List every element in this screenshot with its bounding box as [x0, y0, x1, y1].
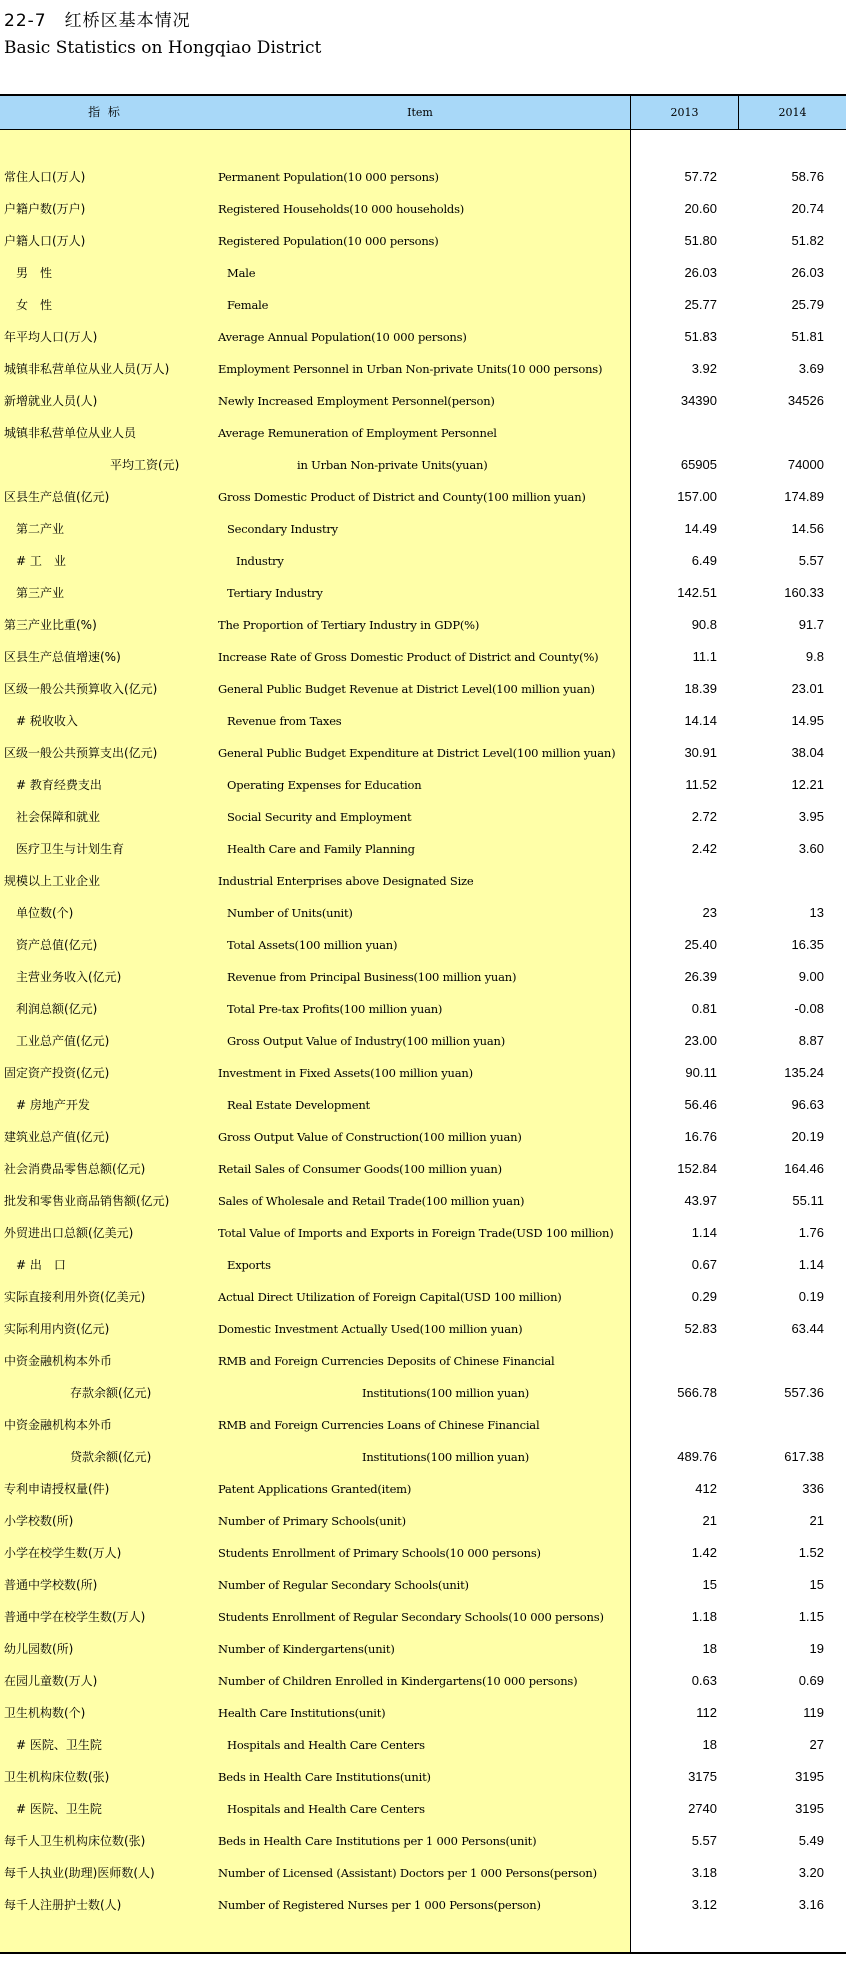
row-label-en: Female [227, 298, 269, 312]
table-row [0, 581, 846, 613]
row-label-cn: # 工 业 [16, 554, 66, 568]
value-2013: 21 [702, 1513, 717, 1528]
row-label-cn: 幼儿园数(所) [4, 1642, 74, 1656]
row-label-cn: 年平均人口(万人) [4, 330, 98, 344]
table-row [0, 677, 846, 709]
value-2014: 135.24 [784, 1065, 824, 1080]
table-row [0, 1189, 846, 1221]
page-title-en: Basic Statistics on Hongqiao District [4, 38, 322, 58]
value-2013: 2.72 [691, 809, 717, 824]
value-2013: 26.03 [684, 265, 717, 280]
row-label-en: Gross Output Value of Industry(100 million yuan) [227, 1034, 506, 1048]
value-2013: 11.1 [692, 649, 717, 664]
value-2013: 51.80 [684, 233, 717, 248]
row-label-cn: # 医院、卫生院 [16, 1738, 102, 1752]
value-2014: 3.69 [798, 361, 824, 376]
row-label-cn: 小学校数(所) [4, 1514, 74, 1528]
row-label-en: General Public Budget Revenue at District Level(100 million yuan) [218, 682, 595, 696]
row-label-en: RMB and Foreign Currencies Deposits of Chinese Financial [218, 1354, 555, 1368]
value-2014: 9.00 [798, 969, 824, 984]
value-2014: 3.16 [798, 1897, 824, 1912]
value-2013: 0.63 [691, 1673, 717, 1688]
row-label-cn: 每千人注册护士数(人) [4, 1898, 122, 1912]
value-2013: 15 [702, 1577, 717, 1592]
table-row [0, 1669, 846, 1701]
value-2014: 0.69 [798, 1673, 824, 1688]
value-2014: 96.63 [791, 1097, 824, 1112]
row-label-cn: 卫生机构床位数(张) [4, 1770, 110, 1784]
row-label-en: Number of Licensed (Assistant) Doctors per 1 000 Persons(person) [218, 1866, 597, 1880]
row-label-en: Number of Primary Schools(unit) [218, 1514, 406, 1528]
value-2013: 52.83 [684, 1321, 717, 1336]
row-label-en: General Public Budget Expenditure at District Level(100 million yuan) [218, 746, 616, 760]
row-label-cn: 普通中学校数(所) [4, 1578, 98, 1592]
table-row [0, 549, 846, 581]
table-row [0, 741, 846, 773]
value-2014: 1.14 [798, 1257, 824, 1272]
row-label-en: Hospitals and Health Care Centers [227, 1738, 425, 1752]
value-2013: 18 [702, 1737, 717, 1752]
row-label-en: Total Value of Imports and Exports in Foreign Trade(USD 100 million) [218, 1226, 614, 1240]
value-2014: 23.01 [791, 681, 824, 696]
row-label-en: Increase Rate of Gross Domestic Product of District and County(%) [218, 650, 599, 664]
row-label-cn: # 税收收入 [16, 714, 78, 728]
value-2013: 18.39 [684, 681, 717, 696]
value-2014: 19 [809, 1641, 824, 1656]
value-2014: 9.8 [805, 649, 824, 664]
value-2014: 8.87 [798, 1033, 824, 1048]
row-label-en: Employment Personnel in Urban Non-private Units(10 000 persons) [218, 362, 603, 376]
table-row [0, 709, 846, 741]
row-label-en: Permanent Population(10 000 persons) [218, 170, 439, 184]
value-2013: 18 [702, 1641, 717, 1656]
table-row [0, 1509, 846, 1541]
value-2014: 14.56 [791, 521, 824, 536]
value-2014: 617.38 [784, 1449, 824, 1464]
header-indicator: 指 标 [88, 105, 122, 119]
row-label-cn: 贷款余额(亿元) [70, 1450, 152, 1464]
value-2013: 112 [696, 1705, 717, 1720]
table-row [0, 1253, 846, 1285]
row-label-cn: 医疗卫生与计划生育 [16, 842, 125, 856]
row-label-en: Number of Registered Nurses per 1 000 Persons(person) [218, 1898, 541, 1912]
row-label-en: Number of Regular Secondary Schools(unit) [218, 1578, 469, 1592]
value-2013: 142.51 [677, 585, 717, 600]
value-2014: 3195 [795, 1801, 824, 1816]
value-2013: 152.84 [677, 1161, 717, 1176]
row-label-en: Registered Households(10 000 households) [218, 202, 465, 216]
row-label-cn: 区县生产总值增速(%) [4, 650, 121, 664]
row-label-cn: # 房地产开发 [16, 1098, 90, 1112]
row-label-cn: 建筑业总产值(亿元) [4, 1130, 110, 1144]
table-row [0, 1381, 846, 1413]
row-label-en: Beds in Health Care Institutions(unit) [218, 1770, 431, 1784]
table-row [0, 165, 846, 197]
row-label-en: Industrial Enterprises above Designated Size [218, 874, 474, 888]
row-label-en: Sales of Wholesale and Retail Trade(100 million yuan) [218, 1194, 525, 1208]
row-label-cn: 利润总额(亿元) [16, 1002, 98, 1016]
value-2013: 20.60 [684, 201, 717, 216]
table-row [0, 1285, 846, 1317]
value-2013: 56.46 [684, 1097, 717, 1112]
table-row [0, 1349, 846, 1381]
value-2013: 2740 [688, 1801, 717, 1816]
table-body [0, 165, 846, 1925]
row-label-en: Social Security and Employment [227, 810, 412, 824]
value-2014: 63.44 [791, 1321, 824, 1336]
table-row [0, 613, 846, 645]
table-row [0, 933, 846, 965]
row-label-cn: 工业总产值(亿元) [16, 1034, 110, 1048]
table-row [0, 773, 846, 805]
table-row [0, 1413, 846, 1445]
table-row [0, 1573, 846, 1605]
table-row [0, 1061, 846, 1093]
value-2014: 91.7 [798, 617, 824, 632]
value-2014: 1.52 [798, 1545, 824, 1560]
row-label-cn: 区级一般公共预算收入(亿元) [4, 682, 158, 696]
value-2013: 25.40 [684, 937, 717, 952]
row-label-cn: 普通中学在校学生数(万人) [4, 1610, 146, 1624]
value-2014: 55.11 [792, 1193, 824, 1208]
row-label-en: Tertiary Industry [227, 586, 323, 600]
row-label-cn: 外贸进出口总额(亿美元) [4, 1226, 134, 1240]
row-label-en: Beds in Health Care Institutions per 1 000 Persons(unit) [218, 1834, 537, 1848]
value-2013: 3.92 [691, 361, 717, 376]
value-2013: 14.49 [684, 521, 717, 536]
table-row [0, 1829, 846, 1861]
row-label-en: Gross Output Value of Construction(100 million yuan) [218, 1130, 522, 1144]
value-2013: 5.57 [691, 1833, 717, 1848]
value-2014: 14.95 [791, 713, 824, 728]
row-label-cn: 第三产业比重(%) [4, 618, 97, 632]
value-2013: 43.97 [684, 1193, 717, 1208]
row-label-en: Registered Population(10 000 persons) [218, 234, 439, 248]
row-label-en: Patent Applications Granted(item) [218, 1482, 412, 1496]
value-2013: 11.52 [685, 777, 717, 792]
row-label-en: Health Care and Family Planning [227, 842, 415, 856]
value-2013: 566.78 [677, 1385, 717, 1400]
table-row [0, 197, 846, 229]
table-row [0, 1797, 846, 1829]
value-2013: 0.81 [691, 1001, 717, 1016]
row-label-cn: 女 性 [16, 298, 53, 312]
row-label-cn: 常住人口(万人) [4, 170, 86, 184]
value-2013: 16.76 [684, 1129, 717, 1144]
value-2014: 38.04 [791, 745, 824, 760]
value-2014: 21 [809, 1513, 824, 1528]
table-row [0, 965, 846, 997]
row-label-en: Retail Sales of Consumer Goods(100 million yuan) [218, 1162, 502, 1176]
row-label-cn: 新增就业人员(人) [4, 394, 98, 408]
row-label-en: Total Assets(100 million yuan) [227, 938, 398, 952]
value-2014: 13 [809, 905, 824, 920]
row-label-cn: 第二产业 [16, 522, 65, 536]
value-2013: 14.14 [684, 713, 717, 728]
table-row [0, 293, 846, 325]
table-row [0, 517, 846, 549]
value-2014: 51.81 [791, 329, 824, 344]
table-row [0, 1765, 846, 1797]
table-row [0, 1733, 846, 1765]
value-2014: 26.03 [791, 265, 824, 280]
value-2014: 3195 [795, 1769, 824, 1784]
table-row [0, 357, 846, 389]
row-label-en: Students Enrollment of Primary Schools(10 000 persons) [218, 1546, 541, 1560]
row-label-en: RMB and Foreign Currencies Loans of Chinese Financial [218, 1418, 540, 1432]
value-2014: 1.15 [798, 1609, 824, 1624]
row-label-cn: 小学在校学生数(万人) [4, 1546, 122, 1560]
value-2014: 5.57 [798, 553, 824, 568]
value-2013: 65905 [680, 457, 717, 472]
page-title-cn: 22-7 红桥区基本情况 [4, 11, 191, 31]
value-2013: 23 [702, 905, 717, 920]
table-row [0, 1029, 846, 1061]
value-2014: 20.74 [791, 201, 824, 216]
row-label-en: Gross Domestic Product of District and County(100 million yuan) [218, 490, 586, 504]
value-2014: 174.89 [784, 489, 824, 504]
row-label-cn: 社会保障和就业 [16, 810, 101, 824]
row-label-cn: 社会消费品零售总额(亿元) [4, 1162, 146, 1176]
row-label-en: Average Remuneration of Employment Personnel [218, 426, 497, 440]
row-label-en: Revenue from Taxes [227, 714, 342, 728]
value-2014: 51.82 [791, 233, 824, 248]
row-label-cn: 男 性 [16, 266, 53, 280]
row-label-cn: 平均工资(元) [110, 458, 180, 472]
value-2014: 58.76 [791, 169, 824, 184]
value-2014: -0.08 [794, 1001, 824, 1016]
row-label-en: Investment in Fixed Assets(100 million yuan) [218, 1066, 473, 1080]
row-label-en: The Proportion of Tertiary Industry in GDP(%) [218, 618, 480, 632]
row-label-en: Newly Increased Employment Personnel(person) [218, 394, 495, 408]
value-2013: 26.39 [684, 969, 717, 984]
table-row [0, 1541, 846, 1573]
row-label-cn: 在园儿童数(万人) [4, 1674, 98, 1688]
header-year-2013: 2013 [670, 106, 699, 119]
row-label-cn: 中资金融机构本外币 [4, 1354, 113, 1368]
table-header [0, 96, 846, 130]
table-row [0, 1893, 846, 1925]
table-row [0, 1605, 846, 1637]
value-2013: 0.67 [691, 1257, 717, 1272]
value-2014: 160.33 [784, 585, 824, 600]
value-2014: 1.76 [798, 1225, 824, 1240]
value-2013: 2.42 [691, 841, 717, 856]
table-row [0, 389, 846, 421]
value-2013: 51.83 [684, 329, 717, 344]
row-label-cn: 单位数(个) [16, 906, 74, 920]
row-label-en: Real Estate Development [227, 1098, 370, 1112]
table-row [0, 229, 846, 261]
row-label-cn: 户籍户数(万户) [4, 202, 86, 216]
row-label-cn: 卫生机构数(个) [4, 1706, 86, 1720]
table-row [0, 901, 846, 933]
table-row [0, 325, 846, 357]
row-label-cn: 区县生产总值(亿元) [4, 490, 110, 504]
table-row [0, 1861, 846, 1893]
table-row [0, 1093, 846, 1125]
row-label-en: Number of Kindergartens(unit) [218, 1642, 395, 1656]
row-label-en: Institutions(100 million yuan) [362, 1386, 530, 1400]
row-label-cn: 实际直接利用外资(亿美元) [4, 1290, 146, 1304]
table-row [0, 645, 846, 677]
row-label-en: Actual Direct Utilization of Foreign Capital(USD 100 million) [218, 1290, 562, 1304]
table-row [0, 1157, 846, 1189]
table-row [0, 997, 846, 1029]
row-label-en: Hospitals and Health Care Centers [227, 1802, 425, 1816]
value-2014: 3.20 [798, 1865, 824, 1880]
row-label-en: Operating Expenses for Education [227, 778, 422, 792]
value-2013: 3.12 [691, 1897, 717, 1912]
value-2014: 74000 [787, 457, 824, 472]
row-label-en: Secondary Industry [227, 522, 338, 536]
row-label-cn: 中资金融机构本外币 [4, 1418, 113, 1432]
row-label-en: Health Care Institutions(unit) [218, 1706, 386, 1720]
row-label-cn: 资产总值(亿元) [16, 938, 98, 952]
value-2014: 3.95 [798, 809, 824, 824]
value-2014: 12.21 [791, 777, 824, 792]
value-2013: 489.76 [677, 1449, 717, 1464]
table-row [0, 1125, 846, 1157]
row-label-en: Average Annual Population(10 000 persons) [218, 330, 467, 344]
row-label-cn: 每千人卫生机构床位数(张) [4, 1834, 146, 1848]
value-2013: 25.77 [684, 297, 717, 312]
table-row [0, 1445, 846, 1477]
row-label-en: Male [227, 266, 256, 280]
row-label-en: Students Enrollment of Regular Secondary Schools(10 000 persons) [218, 1610, 604, 1624]
table-row [0, 1701, 846, 1733]
value-2013: 0.29 [691, 1289, 717, 1304]
value-2013: 1.14 [691, 1225, 717, 1240]
row-label-cn: 专利申请授权量(件) [4, 1482, 110, 1496]
value-2014: 336 [802, 1481, 824, 1496]
value-2013: 90.8 [691, 617, 717, 632]
row-label-cn: 城镇非私营单位从业人员(万人) [4, 362, 170, 376]
row-label-cn: 规模以上工业企业 [4, 874, 101, 888]
row-label-en: Industry [236, 554, 284, 568]
row-label-cn: 主营业务收入(亿元) [16, 970, 122, 984]
row-label-en: Revenue from Principal Business(100 million yuan) [227, 970, 517, 984]
row-label-cn: # 教育经费支出 [16, 778, 102, 792]
row-label-cn: 实际利用内资(亿元) [4, 1322, 110, 1336]
row-label-cn: 户籍人口(万人) [4, 234, 86, 248]
table-row [0, 1221, 846, 1253]
value-2014: 15 [809, 1577, 824, 1592]
table-bottom-rule [0, 1952, 846, 1954]
row-label-en: Exports [227, 1258, 271, 1272]
value-2013: 412 [695, 1481, 717, 1496]
row-label-en: Total Pre-tax Profits(100 million yuan) [227, 1002, 443, 1016]
table-row [0, 805, 846, 837]
header-item: Item [407, 106, 433, 119]
value-2014: 34526 [787, 393, 824, 408]
value-2014: 5.49 [798, 1833, 824, 1848]
row-label-en: in Urban Non-private Units(yuan) [297, 458, 488, 472]
table-row [0, 453, 846, 485]
value-2013: 3175 [688, 1769, 717, 1784]
row-label-cn: 每千人执业(助理)医师数(人) [4, 1866, 155, 1880]
row-label-cn: 固定资产投资(亿元) [4, 1066, 110, 1080]
table-row [0, 1317, 846, 1349]
value-2013: 6.49 [691, 553, 717, 568]
value-2014: 3.60 [798, 841, 824, 856]
value-2014: 0.19 [798, 1289, 824, 1304]
value-2013: 157.00 [677, 489, 717, 504]
value-2013: 30.91 [684, 745, 717, 760]
row-label-cn: 批发和零售业商品销售额(亿元) [4, 1194, 170, 1208]
value-2014: 119 [803, 1705, 824, 1720]
table-row [0, 261, 846, 293]
row-label-cn: 第三产业 [16, 586, 65, 600]
value-2013: 3.18 [691, 1865, 717, 1880]
value-2013: 1.42 [691, 1545, 717, 1560]
value-2013: 1.18 [691, 1609, 717, 1624]
value-2014: 20.19 [791, 1129, 824, 1144]
row-label-en: Domestic Investment Actually Used(100 million yuan) [218, 1322, 523, 1336]
row-label-cn: 区级一般公共预算支出(亿元) [4, 746, 158, 760]
value-2013: 34390 [680, 393, 717, 408]
row-label-cn: 存款余额(亿元) [70, 1386, 152, 1400]
row-label-cn: # 出 口 [16, 1258, 66, 1272]
value-2013: 57.72 [684, 169, 717, 184]
row-label-en: Institutions(100 million yuan) [362, 1450, 530, 1464]
row-label-en: Number of Units(unit) [227, 906, 353, 920]
table-row [0, 1477, 846, 1509]
value-2014: 27 [809, 1737, 824, 1752]
value-2013: 90.11 [685, 1065, 717, 1080]
header-year-2014: 2014 [778, 106, 807, 119]
value-2014: 16.35 [791, 937, 824, 952]
row-label-cn: # 医院、卫生院 [16, 1802, 102, 1816]
value-2014: 557.36 [784, 1385, 824, 1400]
table-row [0, 485, 846, 517]
table-row [0, 869, 846, 901]
value-2014: 164.46 [784, 1161, 824, 1176]
row-label-cn: 城镇非私营单位从业人员 [4, 426, 137, 440]
table-row [0, 421, 846, 453]
row-label-en: Number of Children Enrolled in Kindergartens(10 000 persons) [218, 1674, 578, 1688]
table-row [0, 1637, 846, 1669]
value-2013: 23.00 [684, 1033, 717, 1048]
value-2014: 25.79 [791, 297, 824, 312]
table-row [0, 837, 846, 869]
